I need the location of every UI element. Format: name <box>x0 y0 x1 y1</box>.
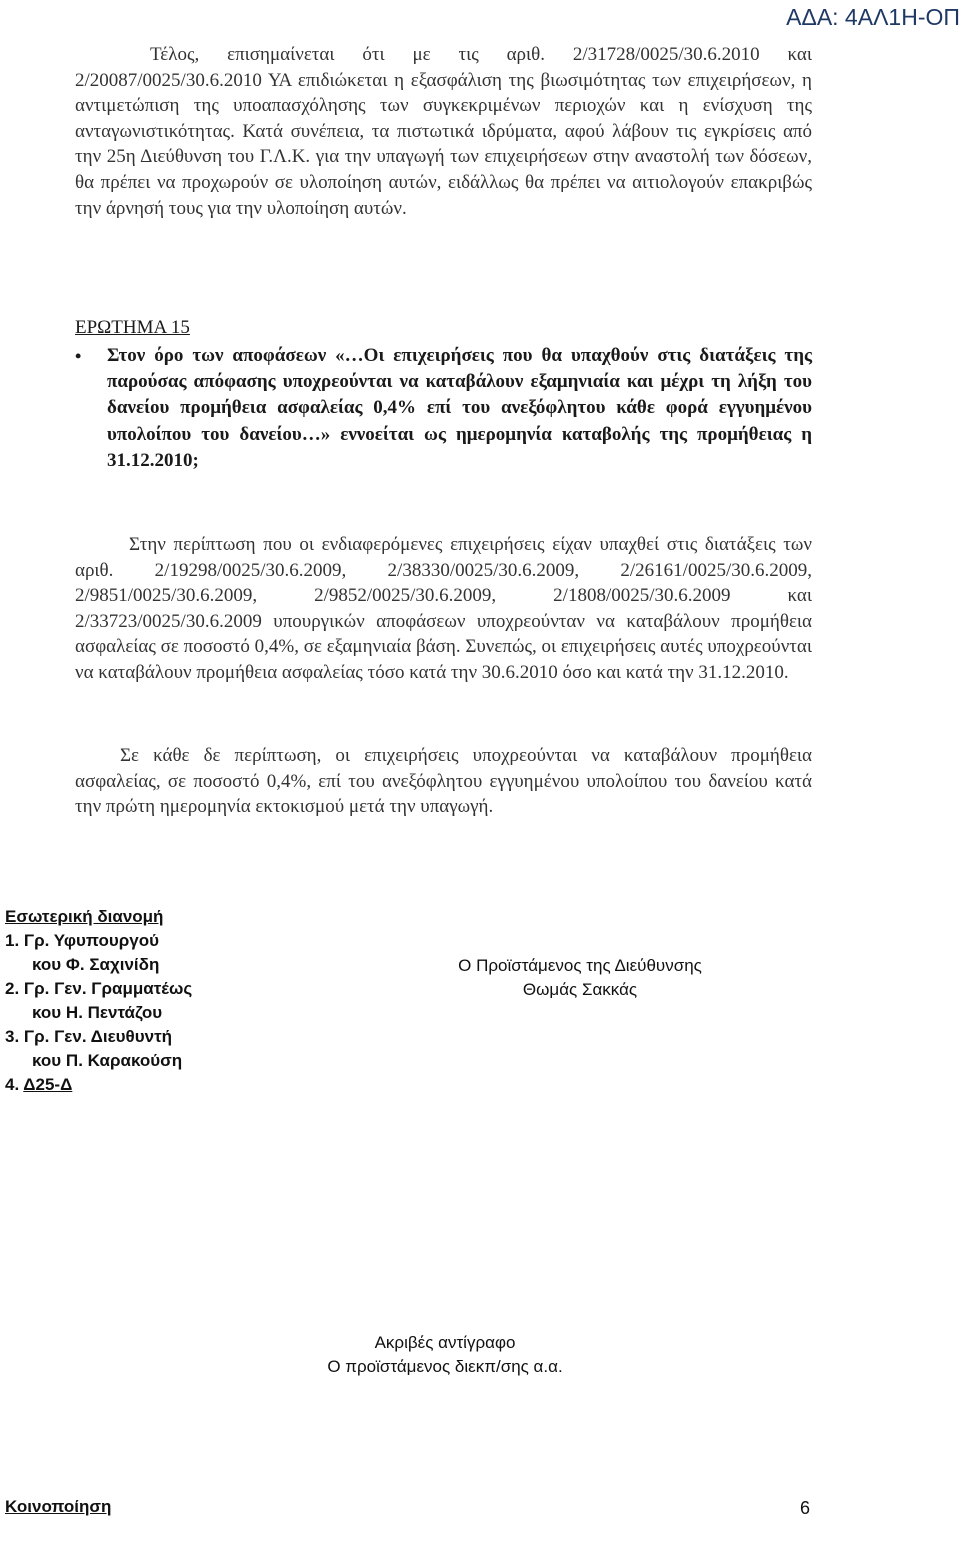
question-heading: ΕΡΩΤΗΜΑ 15 <box>75 317 190 338</box>
question-text: Στον όρο των αποφάσεων «…Οι επιχειρήσεις που θα υπαχθούν στις διατάξεις της παρούσας απόφασης υποχρεούνται να καταβάλουν εξαμηνιαία και μέχρι τη λήξη του δανείου προμήθεια ασφαλείας 0,4% επί του ανεξόφλητου κάθε φορά εγγυημένου υπολοίπου του δανείου…» εννοείται ως ημερομηνία καταβολής της προμήθειας η 31.12.2010; <box>107 345 812 471</box>
distribution-item: 3. Γρ. Γεν. Διευθυντή <box>5 1027 173 1046</box>
paragraph-conclusion: Σε κάθε δε περίπτωση, οι επιχειρήσεις υποχρεούνται να καταβάλουν προμήθεια ασφαλείας, σε ποσοστό 0,4%, επί του ανεξόφλητου εγγυημένου υπολοίπου του δανείου κατά την πρώτη ημερομηνία εκτοκισμού μετά την υπαγωγή. <box>75 745 812 818</box>
distribution-item-number: 4. <box>5 1075 24 1094</box>
question-block <box>75 343 812 474</box>
paragraph-intro: Τέλος, επισημαίνεται ότι με τις αριθ. 2/31728/0025/30.6.2010 και 2/20087/0025/30.6.2010 ΥΑ επιδιώκεται η εξασφάλιση της βιωσιμότητας των επιχειρήσεων, η αντιμετώπιση της υποαπασχόλησης των συγκεκριμένων περιοχών και η ενίσχυση της ανταγωνιστικότητας. Κατά συνέπεια, τα πιστωτικά ιδρύματα, αφού λάβουν τις εγκρίσεις από την 25η Διεύθυνση του Γ.Λ.Κ. για την υπαγωγή των επιχειρήσεων στην αναστολή των δόσεων, θα πρέπει να προχωρούν σε υλοποίηση αυτών, ειδάλλως θα πρέπει να αιτιολογούν επακριβώς την άρνησή τους για την υλοποίηση αυτών. <box>75 44 812 219</box>
signature-title: Ο Προϊστάμενος της Διεύθυνσης <box>458 956 702 975</box>
distribution-title: Εσωτερική διανομή <box>5 907 164 926</box>
ada-code: ΑΔΑ: 4ΑΛ1Η-ΟΠ <box>786 4 960 30</box>
signature-block <box>380 954 780 1002</box>
signature-name: Θωμάς Σακκάς <box>522 980 638 999</box>
distribution-item: 1. Γρ. Υφυπουργού <box>5 931 159 950</box>
distribution-item-person: κου Φ. Σαχινίδη <box>32 955 160 974</box>
distribution-item-code: Δ25-Δ <box>23 1075 73 1094</box>
distribution-item <box>5 1073 192 1097</box>
internal-distribution <box>5 905 192 1097</box>
certified-copy-line: Ακριβές αντίγραφο <box>374 1333 516 1352</box>
certified-copy-note <box>245 1331 645 1379</box>
distribution-item-person: κου Η. Πεντάζου <box>32 1003 163 1022</box>
paragraph-answer: Στην περίπτωση που οι ενδιαφερόμενες επιχειρήσεις είχαν υπαχθεί στις διατάξεις των αριθ. 2/19298/0025/30.6.2009, 2/38330/0025/30.6.2009, 2/26161/0025/30.6.2009, 2/9851/0025/30.6.2009, 2/9852/0025/30.6.2009, 2/1808/0025/30.6.2009 και 2/33723/0025/30.6.2009 υπουργικών αποφάσεων υποχρεούνταν να καταβάλουν προμήθεια ασφαλείας σε ποσοστό 0,4%, σε εξαμηνιαία βάση. Συνεπώς, οι επιχειρήσεις αυτές υποχρεούνται να καταβάλουν προμήθεια ασφαλείας τόσο κατά την 30.6.2010 όσο και κατά την 31.12.2010. <box>75 534 812 683</box>
distribution-item-person: κου Π. Καρακούση <box>32 1051 183 1070</box>
distribution-item: 2. Γρ. Γεν. Γραμματέως <box>5 979 193 998</box>
page-number: 6 <box>800 1498 811 1518</box>
notification-heading: Κοινοποίηση <box>5 1497 112 1516</box>
bullet-icon: • <box>75 346 82 366</box>
certified-copy-signer: Ο προϊστάμενος διεκπ/σης α.α. <box>327 1357 563 1376</box>
